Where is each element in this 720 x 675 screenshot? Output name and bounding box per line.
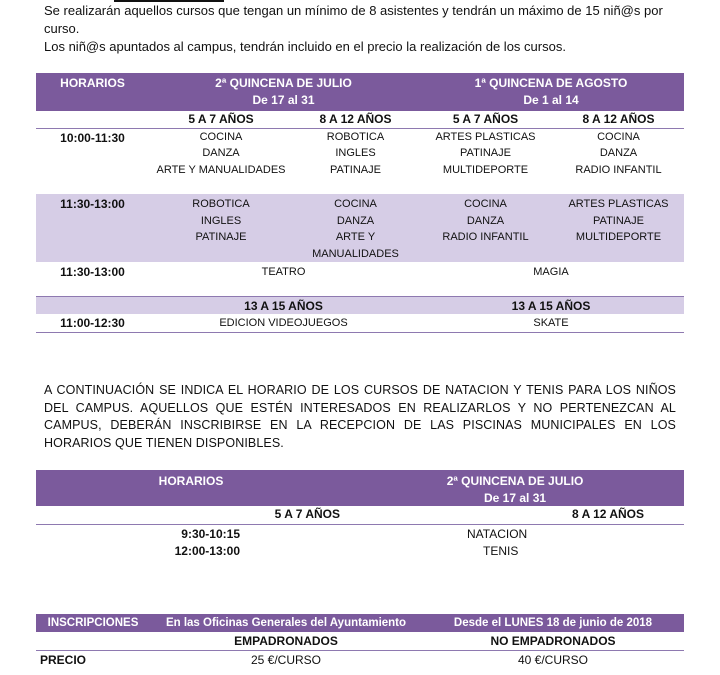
slot-4-time: 11:00-12:30 [36, 314, 149, 332]
empadronados-label: EMPADRONADOS [150, 632, 422, 650]
slot-2-july-young: ROBOTICA INGLES PATINAJE [192, 198, 250, 243]
intro-text [44, 2, 694, 56]
schedule-header-row [36, 73, 684, 111]
swim-title: 2ª QUINCENA DE JULIO [446, 474, 584, 488]
intro-line-1: Se realizarán aquellos cursos que tengan un mínimo de 8 asistentes y tendrán un máximo de 15 niñ@s por curso. [44, 3, 663, 36]
age-row [36, 111, 684, 128]
slot-3-aug: MAGIA [418, 262, 684, 296]
swim-age-row [36, 506, 684, 524]
schedule-table [36, 73, 684, 333]
fees-group-row [36, 632, 684, 650]
august-header [418, 73, 684, 111]
teen-age-july: 13 A 15 AÑOS [244, 298, 323, 313]
slot-row-3 [36, 262, 684, 296]
swim-horarios-header: HORARIOS [36, 470, 346, 506]
slot-1-aug-older: COCINA DANZA RADIO INFANTIL [575, 130, 662, 176]
price-row [36, 650, 684, 668]
august-title: 1ª QUINCENA DE AGOSTO [474, 76, 628, 90]
swim-age-young: 5 A 7 AÑOS [36, 506, 346, 524]
age-aug-older: 8 A 12 AÑOS [553, 111, 684, 128]
july-dates: De 17 al 31 [252, 92, 315, 107]
slot-row-2 [36, 194, 684, 262]
slot-1-aug-young: ARTES PLASTICAS PATINAJE MULTIDEPORTE [435, 130, 536, 176]
age-july-older: 8 A 12 AÑOS [293, 111, 418, 128]
swim-row-1-time: 9:30-10:15 [181, 526, 240, 541]
swim-row-2-time: 12:00-13:00 [174, 544, 240, 558]
swim-header-row [36, 470, 684, 506]
start-date-header: Desde el LUNES 18 de junio de 2018 [422, 614, 684, 632]
inscripciones-header: INSCRIPCIONES [36, 614, 150, 632]
slot-1-time: 10:00-11:30 [60, 130, 125, 145]
swim-row-2 [36, 542, 684, 560]
slot-4-aug: SKATE [418, 314, 684, 332]
fees-header-row [36, 614, 684, 632]
swim-period-header [346, 470, 684, 506]
slot-1-july-older: ROBOTICA INGLES PATINAJE [326, 130, 385, 176]
swim-tennis-table [36, 470, 684, 560]
location-header: En las Oficinas Generales del Ayuntamiento [150, 614, 422, 632]
slot-3-july: TEATRO [149, 262, 418, 296]
slot-3-time: 11:30-13:00 [36, 262, 149, 296]
precio-empadronados: 25 €/CURSO [250, 652, 322, 667]
slot-4-july: EDICION VIDEOJUEGOS [149, 314, 418, 332]
swim-age-older: 8 A 12 AÑOS [346, 506, 684, 524]
slot-2-july-older: COCINA DANZA ARTE Y MANUALIDADES [312, 198, 399, 260]
precio-no-empadronados: 40 €/CURSO [517, 652, 589, 667]
fees-table [36, 614, 684, 668]
slot-row-4 [36, 314, 684, 332]
notice-paragraph: A CONTINUACIÓN SE INDICA EL HORARIO DE LOS CURSOS DE NATACION Y TENIS PARA LOS NIÑOS DEL CAMPUS. AQUELLOS QUE ESTÉN INTERESADOS EN REALIZARLOS Y NO PERTENEZCAN AL CAMPUS, DEBERÁN INSCRIBIRSE EN LA RECEPCION DE LAS PISCINAS MUNICIPALES EN LOS HORARIOS QUE TIENEN DISPONIBLES. [44, 383, 676, 450]
teen-age-row [36, 296, 684, 314]
age-aug-young: 5 A 7 AÑOS [418, 111, 553, 128]
july-title: 2ª QUINCENA DE JULIO [215, 76, 352, 90]
august-dates: De 1 al 14 [523, 92, 579, 107]
slot-2-aug-older: ARTES PLASTICAS PATINAJE MULTIDEPORTE [568, 198, 669, 243]
swim-row-1 [36, 524, 684, 542]
teen-age-aug: 13 A 15 AÑOS [511, 298, 591, 313]
slot-1-july-young: COCINA DANZA ARTE Y MANUALIDADES [156, 130, 286, 176]
swim-dates: De 17 al 31 [484, 490, 547, 505]
precio-label: PRECIO [40, 652, 87, 667]
swim-row-2-activity: TENIS [483, 544, 519, 558]
horarios-header: HORARIOS [36, 73, 149, 111]
no-empadronados-label: NO EMPADRONADOS [422, 632, 684, 650]
intro-line-2: Los niñ@s apuntados al campus, tendrán incluido en el precio la realización de los cursos. [44, 39, 566, 54]
slot-2-aug-young: COCINA DANZA RADIO INFANTIL [442, 198, 529, 243]
swim-row-1-activity: NATACION [467, 526, 528, 541]
july-header [149, 73, 418, 111]
slot-row-1 [36, 128, 684, 194]
slot-2-time: 11:30-13:00 [60, 197, 125, 211]
age-july-young: 5 A 7 AÑOS [149, 111, 293, 128]
